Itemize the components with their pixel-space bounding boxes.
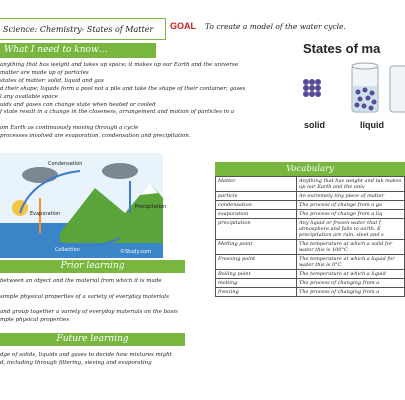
vocab-definition: The process of changing from a — [297, 288, 405, 297]
prior-list — [0, 278, 215, 325]
label-evaporation: Evaporation — [30, 211, 61, 217]
table-row — [216, 201, 405, 210]
list-item: d, including through filtering, sieving and evaporating — [0, 359, 152, 366]
cloud-icon — [102, 163, 138, 179]
label-collection: Collection — [55, 247, 80, 253]
table-row — [216, 210, 405, 219]
cloud-icon — [22, 167, 58, 183]
vocabulary-heading: Vocabulary — [215, 162, 405, 176]
vocabulary-table — [215, 176, 405, 297]
vocab-definition: The process of change from a ga — [297, 201, 405, 210]
list-item: states of matter: solid, liquid and gas — [0, 77, 104, 84]
vocab-definition: The temperature at which a liquid — [297, 270, 405, 279]
table-row — [216, 192, 405, 201]
list-item: l any available space — [0, 93, 58, 100]
list-item: dge of solids, liquids and gases to decide how mixtures might — [0, 352, 172, 358]
table-row — [216, 288, 405, 297]
list-item: matter are made up of particles — [0, 69, 89, 76]
liquid-beaker-icon — [352, 63, 378, 112]
label-condensation: Condensation — [48, 161, 83, 167]
label-precipitation: Precipitation — [135, 204, 167, 210]
vocab-definition: The process of changing from a — [297, 279, 405, 288]
know-list — [0, 62, 246, 141]
list-item: processes involved are evaporation, condensation and precipitation. — [0, 133, 191, 140]
vocab-term: freezing — [216, 288, 297, 297]
vocab-term: precipitation — [216, 219, 297, 240]
page-title: Science: Chemistry- States of Matter — [0, 18, 166, 40]
table-row — [216, 270, 405, 279]
table-row — [216, 177, 405, 192]
list-item: d their shape; liquids form a pool not a pile and take the shape of their container; gases — [0, 85, 246, 92]
vocab-term: Melting point — [216, 240, 297, 255]
vocab-definition: Any liquid or frozen water that f atmosphere and falls to earth. E precipitation are rain, sleet and s — [297, 219, 405, 240]
vocab-term: Boiling point — [216, 270, 297, 279]
states-illustration — [290, 58, 400, 122]
list-item: and group together a variety of everyday materials on the basis — [0, 309, 178, 316]
list-item: simple physical properties of a variety of everyday materials — [0, 293, 169, 300]
future-heading: Future learning — [0, 333, 185, 346]
vocab-term: melting — [216, 279, 297, 288]
prior-heading: Prior learning — [0, 260, 185, 273]
table-row — [216, 279, 405, 288]
liquid-label: liquid — [360, 120, 384, 130]
vocab-term: condensation — [216, 201, 297, 210]
solid-particles-icon — [303, 79, 321, 97]
list-item — [0, 117, 215, 125]
list-item: om Earth as continuously moving through a cycle — [0, 125, 139, 132]
list-item: between an object and the material from which it is made — [0, 278, 162, 284]
vocab-definition: An extremely tiny piece of matter — [297, 192, 405, 201]
solid-label: solid — [304, 120, 326, 130]
vocab-definition: The temperature at which a liquid for water this is 0°C — [297, 255, 405, 270]
gas-beaker-icon — [390, 66, 405, 112]
vocabulary-section — [215, 162, 405, 297]
vocab-term: Matter — [216, 177, 297, 192]
credit-watermark: ©Study.com — [120, 249, 151, 255]
list-item — [0, 286, 215, 294]
vocab-term: Freezing point — [216, 255, 297, 270]
know-heading: What I need to know… — [0, 43, 156, 58]
goal-logo: GOAL — [170, 21, 196, 31]
table-row — [216, 219, 405, 240]
water-cycle-diagram — [0, 153, 167, 258]
vocab-term: evaporation — [216, 210, 297, 219]
vocab-definition: The temperature at which a solid for water this is 100°C — [297, 240, 405, 255]
table-row — [216, 240, 405, 255]
list-item: uids and gases can change state when heated or cooled — [0, 101, 156, 108]
states-title: States of ma — [303, 41, 381, 56]
list-item — [0, 301, 215, 309]
future-list — [0, 352, 215, 368]
vocab-definition: Anything that has weight and tak makes up our Earth and the univ — [297, 177, 405, 192]
vocab-definition: The process of change from a liq — [297, 210, 405, 219]
list-item: mple physical properties — [0, 316, 70, 323]
table-row — [216, 255, 405, 270]
vocab-term: particle — [216, 192, 297, 201]
goal-text: To create a model of the water cycle. — [205, 22, 346, 31]
list-item: anything that has weight and takes up space; it makes up our Earth and the universe — [0, 62, 239, 68]
list-item: f state result in a change in the closeness, arrangement and motion of particles in a — [0, 109, 235, 116]
